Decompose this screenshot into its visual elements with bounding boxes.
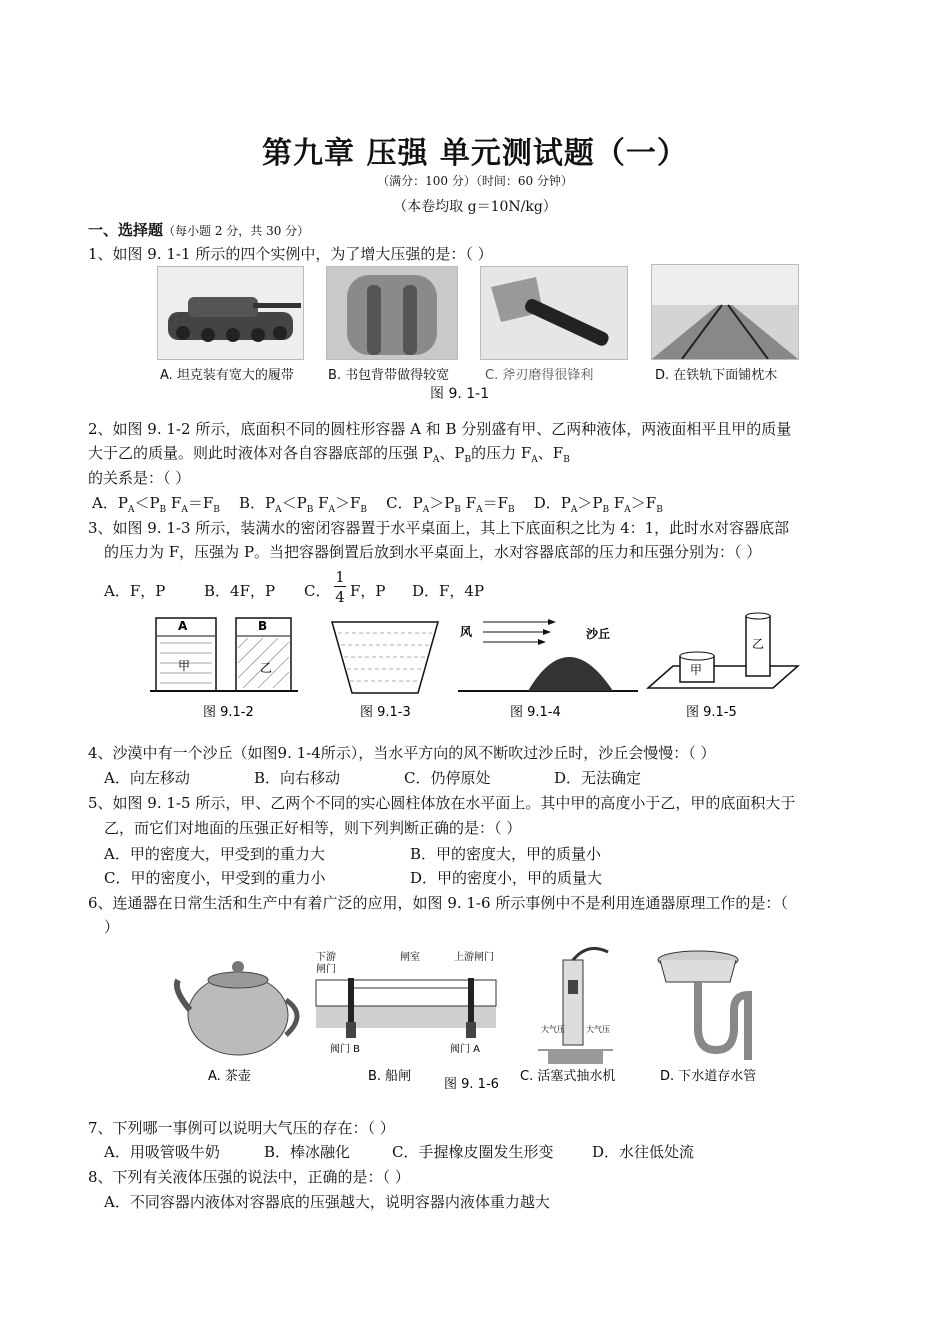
q2-option-b: B．$P_A<P_B$ $F_A>F_B$ (238, 494, 368, 515)
sub-a: A (531, 455, 538, 465)
q3-option-c-suffix: F，P (350, 582, 386, 600)
question-5-line2: 乙，而它们对地面的压强正好相等，则下列判断正确的是：（ ） (104, 819, 522, 837)
sub-b: B (464, 455, 472, 465)
question-3-line1: 3、如图 9. 1-3 所示，装满水的密闭容器置于水平桌面上，其上下底面积之比为 4：1，此时水对容器底部 (88, 519, 790, 537)
figure-label-9-1-5: 图 9.1-5 (686, 705, 737, 720)
q4-option-c: C．仍停原处 (404, 769, 491, 787)
question-4-options (104, 767, 641, 789)
q2-option-a: A．$P_A<P_B$ $F_A=F_B$ (92, 494, 220, 515)
question-2-line3: 的关系是：（ ） (88, 469, 191, 487)
fraction-numerator: 1 (335, 568, 345, 586)
q2-option-c: C．$P_A>P_B$ $F_A=F_B$ (386, 494, 515, 515)
question-6-line1: 6、连通器在日常生活和生产中有着广泛的应用，如图 9. 1-6 所示事例中不是利用连通器原理工作的是：（ (88, 894, 788, 912)
q2-option-d: D．$P_A>P_B$ $F_A>F_B$ (533, 494, 663, 515)
q7-option-a: A．用吸管吸牛奶 (104, 1143, 220, 1161)
score-time-note: （满分：100 分）（时间：60 分钟） (377, 174, 573, 188)
question-5-line1: 5、如图 9. 1-5 所示，甲、乙两个不同的实心圆柱体放在水平面上。其中甲的高度小于乙，甲的底面积大于 (88, 794, 796, 812)
piston-pump-image (520, 948, 615, 1084)
drain-trap-image (658, 951, 756, 1084)
lock-chamber: 闸室 (400, 952, 420, 963)
figure-9-1-4 (458, 619, 638, 720)
q3-option-a: A．F，P (104, 582, 166, 600)
q5-option-a: A．甲的密度大，甲受到的重力大 (104, 845, 325, 863)
axe-image (480, 266, 628, 360)
lock-gate: 闸门 (316, 964, 336, 975)
wind-label: 风 (460, 625, 473, 639)
q2-text-b: 、P (439, 444, 465, 462)
figure-label-9-1-3: 图 9.1-3 (360, 705, 411, 720)
question-3-line2: 的压力为 F，压强为 P。当把容器倒置后放到水平桌面上，水对容器底部的压力和压强分别为：（ ） (104, 543, 762, 561)
label-jia: 甲 (690, 663, 703, 677)
figure-label-9-1-6: 图 9. 1-6 (444, 1077, 499, 1092)
figure-9-1-2 (150, 618, 298, 720)
figure-label-9-1-2: 图 9.1-2 (203, 705, 254, 720)
figure-9-1-6 (168, 940, 808, 1092)
q3-option-d: D．F，4P (412, 582, 485, 600)
q2-text-c: 的压力 F (471, 444, 532, 462)
atm-label-left: 大气压 (541, 1025, 565, 1034)
q4-option-d: D．无法确定 (554, 769, 642, 787)
section-heading (88, 219, 309, 242)
figure-9-1-5 (648, 613, 798, 720)
lock-upstream-gate: 上游闸门 (454, 952, 494, 963)
label-yi: 乙 (752, 637, 765, 651)
q2-text-d: 、F (537, 444, 564, 462)
q6-caption-a: A. 茶壶 (208, 1069, 251, 1084)
q5-option-c: C．甲的密度小，甲受到的重力小 (104, 869, 326, 887)
question-7-options (104, 1141, 694, 1163)
sub-b: B (563, 455, 570, 465)
q4-option-a: A．向左移动 (104, 769, 190, 787)
dune-label: 沙丘 (586, 627, 611, 641)
lock-valve-a: 阀门 A (450, 1044, 481, 1055)
question-6-line2: ） (104, 918, 120, 936)
figures-row (148, 608, 808, 722)
teapot-image (177, 961, 297, 1084)
q1-caption-d: D. 在铁轨下面铺枕木 (655, 368, 778, 383)
label-jia: 甲 (178, 659, 191, 673)
q3-option-b: B．4F，P (204, 582, 276, 600)
figure-9-1-3 (332, 622, 438, 720)
sub-a: A (432, 455, 440, 465)
label-b: B (258, 619, 268, 633)
question-2-line1: 2、如图 9. 1-2 所示，底面积不同的圆柱形容器 A 和 B 分别盛有甲、乙两种液体，两液面相平且甲的质量 (88, 420, 792, 438)
q2-text-a: 大于乙的质量。则此时液体对各自容器底部的压强 P (88, 444, 433, 462)
question-1: 1、如图 9. 1-1 所示的四个实例中，为了增大压强的是：（ ） (88, 245, 493, 263)
figure-label-9-1-4: 图 9.1-4 (510, 705, 561, 720)
q1-caption-c: C. 斧刃磨得很锋利 (485, 368, 594, 383)
q4-option-b: B．向右移动 (254, 769, 341, 787)
label-a: A (178, 619, 188, 633)
q1-caption-a: A. 坦克装有宽大的履带 (160, 368, 294, 383)
q5-option-d: D．甲的密度小，甲的质量大 (410, 869, 603, 887)
q3-option-c-prefix: C． (304, 582, 331, 600)
label-yi: 乙 (260, 661, 273, 675)
lock-downstream: 下游 (316, 952, 336, 963)
fraction-denominator: 4 (335, 588, 345, 606)
question-8: 8、下列有关液体压强的说法中，正确的是：（ ） (88, 1168, 410, 1186)
q7-option-b: B．棒冰融化 (264, 1143, 351, 1161)
q6-caption-c: C. 活塞式抽水机 (520, 1069, 616, 1084)
q6-caption-d: D. 下水道存水管 (660, 1069, 757, 1084)
section-title: 一、选择题 (88, 221, 164, 239)
question-4: 4、沙漠中有一个沙丘（如图9. 1-4所示），当水平方向的风不断吹过沙丘时，沙丘会慢慢：（ ） (88, 744, 716, 762)
page-title: 第九章 压强 单元测试题（一） (262, 136, 688, 171)
railway-image (651, 264, 799, 360)
lock-valve-b: 阀门 B (330, 1044, 361, 1055)
tank-image (157, 266, 304, 360)
q6-caption-b: B. 船闸 (368, 1069, 412, 1084)
backpack-image (326, 266, 458, 360)
atm-label-right: 大气压 (586, 1025, 610, 1034)
q7-option-c: C．手握橡皮圈发生形变 (392, 1143, 554, 1161)
question-7: 7、下列哪一事例可以说明大气压的存在：（ ） (88, 1119, 395, 1137)
section-note: （每小题 2 分，共 30 分） (163, 224, 310, 238)
q7-option-d: D．水往低处流 (592, 1143, 695, 1161)
q1-caption-b: B. 书包背带做得较宽 (328, 368, 450, 383)
q8-option-a: A．不同容器内液体对容器底的压强越大，说明容器内液体重力越大 (104, 1193, 550, 1211)
figure-label-9-1-1: 图 9. 1-1 (430, 386, 490, 402)
ship-lock-image (316, 950, 496, 1084)
q5-option-b: B．甲的密度大，甲的质量小 (410, 845, 602, 863)
gravity-note: （本卷均取 g＝10N/kg） (393, 199, 557, 215)
